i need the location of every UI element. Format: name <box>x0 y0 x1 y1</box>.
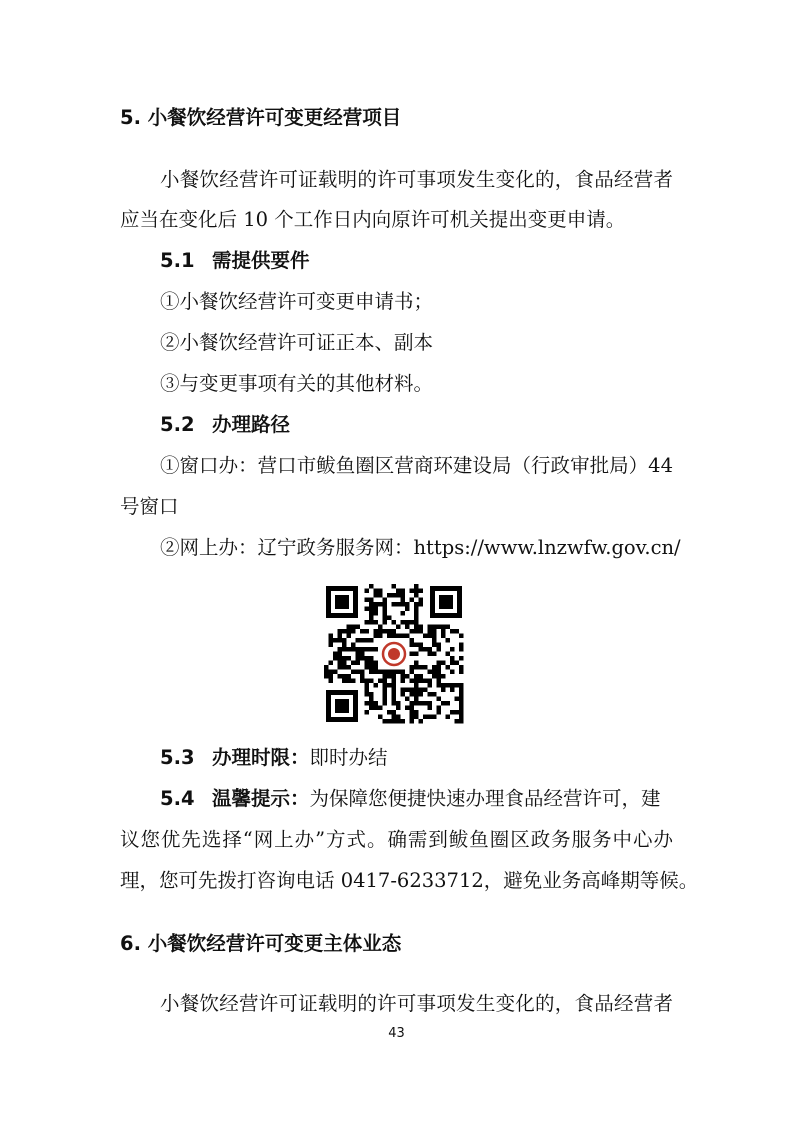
subsection-number: 5.4 <box>160 787 195 810</box>
subsection-title: 需提供要件 <box>212 249 310 272</box>
online-route-link[interactable]: ②网上办：辽宁政务服务网：https://www.lnzwfw.gov.cn/ <box>160 536 681 559</box>
page-number: 43 <box>388 1026 405 1041</box>
window-route-line-2: 号窗口 <box>120 495 179 518</box>
subsection-5-1-heading <box>160 247 310 275</box>
qr-code-icon[interactable] <box>322 582 466 726</box>
section-6-heading: 6. 小餐饮经营许可变更主体业态 <box>120 932 402 955</box>
section-5-intro-line-2: 应当在变化后 10 个工作日内向原许可机关提出变更申请。 <box>120 208 626 231</box>
tip-text: 为保障您便捷快速办理食品经营许可，建 <box>309 787 661 810</box>
section-5-intro-line-1: 小餐饮经营许可证载明的许可事项发生变化的，食品经营者 <box>160 168 673 191</box>
tip-line-2: 议您优先选择“网上办”方式。确需到鲅鱼圈区政务服务中心办 <box>120 828 673 851</box>
section-5-heading: 5. 小餐饮经营许可变更经营项目 <box>120 106 402 129</box>
list-item: ②小餐饮经营许可证正本、副本 <box>160 331 434 354</box>
subsection-5-2-heading <box>160 411 290 439</box>
tip-line-3: 理，您可先拨打咨询电话 0417-6233712，避免业务高峰期等候。 <box>120 869 699 892</box>
list-item: ①小餐饮经营许可变更申请书； <box>160 290 434 313</box>
subsection-5-3 <box>160 744 388 772</box>
section-6-intro-line-1: 小餐饮经营许可证载明的许可事项发生变化的，食品经营者 <box>160 992 673 1015</box>
subsection-title: 办理路径 <box>212 413 291 436</box>
subsection-title: 办理时限： <box>212 746 310 769</box>
window-route-line-1: ①窗口办：营口市鲅鱼圈区营商环建设局（行政审批局）44 <box>160 454 673 477</box>
subsection-5-4-line-1 <box>160 785 661 813</box>
subsection-number: 5.3 <box>160 746 195 769</box>
subsection-title: 温馨提示： <box>212 787 310 810</box>
subsection-number: 5.2 <box>160 413 195 436</box>
processing-time-value: 即时办结 <box>309 746 388 769</box>
list-item: ③与变更事项有关的其他材料。 <box>160 372 434 395</box>
subsection-number: 5.1 <box>160 249 195 272</box>
